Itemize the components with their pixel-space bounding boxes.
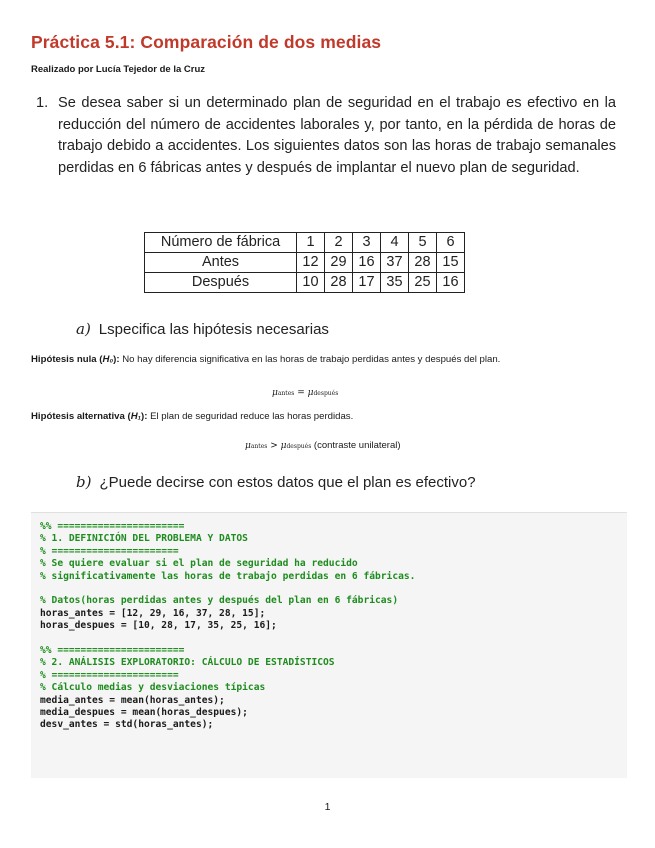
part-b-letter: b) [76,473,92,491]
code-statement-line: horas_despues = [10, 28, 17, 35, 25, 16]; [40,620,277,632]
table-cell: 4 [381,233,409,253]
table-cell: 1 [297,233,325,253]
null-hypothesis-formula: μantes = μdespués [272,388,339,398]
table-cell: 16 [353,253,381,273]
page-number: 1 [324,801,331,813]
alt-hypothesis-text: El plan de seguridad reduce las horas perdidas. [147,411,354,422]
table-row-antes [145,253,465,273]
question-number: 1. [36,95,49,111]
code-comment-line: % 2. ANÁLISIS EXPLORATORIO: CÁLCULO DE ESTADÍSTICOS [40,657,335,669]
code-comment-line: % Datos(horas perdidas antes y después del plan en 6 fábricas) [40,595,399,607]
part-a-heading [76,320,329,338]
null-hypothesis-label: Hipótesis nula (H₀): [31,354,120,365]
code-statement-line: media_antes = mean(horas_antes); [40,694,225,706]
code-comment-line: % ====================== [40,545,179,557]
alt-hypothesis-formula: μantes > μdespués (contraste unilateral) [245,440,401,451]
matlab-code-block [31,512,627,778]
table-cell: 10 [297,273,325,293]
alt-hypothesis-label: Hipótesis alternativa (H₁): [31,411,148,422]
table-cell: 25 [409,273,437,293]
table-cell: 29 [325,253,353,273]
code-blank-line [40,633,627,645]
table-cell: 16 [437,273,465,293]
table-cell: 12 [297,253,325,273]
table-cell: 37 [381,253,409,273]
part-b-heading [76,473,476,491]
factory-hours-table [144,232,465,293]
code-blank-line [40,583,627,595]
code-statement-line: desv_antes = std(horas_antes); [40,719,214,731]
null-hypothesis-text: No hay diferencia significativa en las horas de trabajo perdidas antes y después del plan. [119,354,501,365]
table-header-row [145,233,465,253]
code-comment-line: % 1. DEFINICIÓN DEL PROBLEMA Y DATOS [40,533,248,545]
alternative-hypothesis [31,411,353,422]
table-cell: 28 [409,253,437,273]
table-row-label: Antes [145,253,297,273]
table-row-label: Después [145,273,297,293]
table-cell: 5 [409,233,437,253]
question-text: Se desea saber si un determinado plan de seguridad en el trabajo es efectivo en la reducción del número de accidentes laborales y, por tanto, en la pérdida de horas de trabajo debido a accidentes. Los siguientes datos son las horas de trabajo semanales perdidas en 6 fábricas antes y después de implantar el nuevo plan de seguridad. [58,95,616,176]
code-statement-line: horas_antes = [12, 29, 16, 37, 28, 15]; [40,607,266,619]
code-statement-line: media_despues = mean(horas_despues); [40,707,248,719]
code-comment-line: % Cálculo medias y desviaciones típicas [40,682,266,694]
code-comment-line: %% ====================== [40,645,185,657]
code-comment-line: % significativamente las horas de trabajo perdidas en 6 fábricas. [40,570,416,582]
document-title: Práctica 5.1: Comparación de dos medias [31,32,382,52]
question-1 [36,93,616,179]
table-cell: 15 [437,253,465,273]
table-cell: 35 [381,273,409,293]
code-comment-line: % ====================== [40,669,179,681]
part-a-letter: a) [76,320,91,338]
table-cell: 3 [353,233,381,253]
author-line: Realizado por Lucía Tejedor de la Cruz [31,64,206,75]
table-cell: 6 [437,233,465,253]
code-comment-line: % Se quiere evaluar si el plan de seguridad ha reducido [40,558,358,570]
table-header-label: Número de fábrica [145,233,297,253]
part-a-text: Lspecifica las hipótesis necesarias [98,321,329,338]
table-row-despues [145,273,465,293]
null-hypothesis [31,354,500,365]
part-b-text: ¿Puede decirse con estos datos que el plan es efectivo? [99,474,476,491]
table-cell: 17 [353,273,381,293]
code-comment-line: %% ====================== [40,521,185,532]
table-cell: 2 [325,233,353,253]
table-cell: 28 [325,273,353,293]
